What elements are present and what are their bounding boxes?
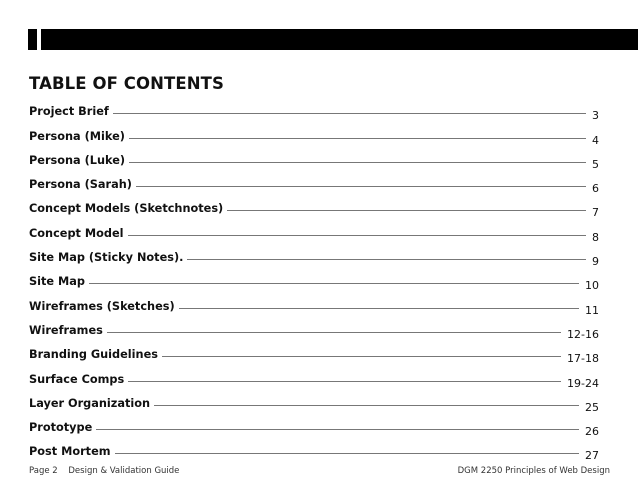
toc-list <box>29 100 599 464</box>
page-title: TABLE OF CONTENTS <box>29 74 225 93</box>
toc-leader-line <box>113 113 586 114</box>
toc-leader-line <box>162 356 561 357</box>
toc-entry-label: Prototype <box>29 421 93 435</box>
toc-entry-branding-guidelines[interactable] <box>29 343 599 367</box>
toc-entry-prototype[interactable] <box>29 416 599 440</box>
toc-entry-layer-organization[interactable] <box>29 392 599 416</box>
toc-entry-page: 5 <box>592 157 599 171</box>
toc-leader-line <box>89 283 579 284</box>
toc-entry-label: Persona (Mike) <box>29 129 125 143</box>
toc-entry-wireframes[interactable] <box>29 319 599 343</box>
toc-entry-project-brief[interactable] <box>29 100 599 124</box>
toc-leader-line <box>187 259 586 260</box>
toc-entry-label: Concept Models (Sketchnotes) <box>29 202 224 216</box>
toc-leader-line <box>128 381 561 382</box>
toc-entry-label: Wireframes (Sketches) <box>29 299 175 313</box>
toc-leader-line <box>129 162 586 163</box>
toc-entry-label: Wireframes <box>29 323 103 337</box>
toc-leader-line <box>136 186 586 187</box>
toc-entry-label: Post Mortem <box>29 445 111 459</box>
toc-entry-page: 4 <box>592 133 599 147</box>
toc-entry-wireframes-sketches[interactable] <box>29 294 599 318</box>
toc-entry-persona-sarah[interactable] <box>29 173 599 197</box>
toc-leader-line <box>154 405 579 406</box>
toc-entry-page: 10 <box>585 279 599 293</box>
footer-guide-title: Design & Validation Guide <box>68 466 180 476</box>
toc-entry-post-mortem[interactable] <box>29 440 599 464</box>
toc-entry-label: Site Map <box>29 275 85 289</box>
toc-entry-persona-mike[interactable] <box>29 124 599 148</box>
footer-page-number: Page 2 <box>29 466 58 476</box>
toc-entry-label: Concept Model <box>29 226 124 240</box>
toc-entry-page: 17-18 <box>567 352 599 366</box>
toc-entry-site-map-sticky-notes[interactable] <box>29 246 599 270</box>
toc-entry-label: Persona (Sarah) <box>29 178 132 192</box>
toc-entry-page: 7 <box>592 206 599 220</box>
toc-leader-line <box>107 332 561 333</box>
footer-course-title: DGM 2250 Principles of Web Design <box>457 466 610 476</box>
toc-entry-label: Site Map (Sticky Notes). <box>29 251 184 265</box>
toc-entry-surface-comps[interactable] <box>29 367 599 391</box>
toc-entry-page: 25 <box>585 400 599 414</box>
toc-entry-page: 11 <box>585 303 599 317</box>
toc-leader-line <box>179 308 579 309</box>
toc-entry-concept-models-sketchnotes[interactable] <box>29 197 599 221</box>
toc-entry-concept-model[interactable] <box>29 221 599 245</box>
toc-entry-label: Project Brief <box>29 105 109 119</box>
toc-leader-line <box>96 429 579 430</box>
toc-entry-page: 8 <box>592 230 599 244</box>
header-bar <box>28 29 638 50</box>
toc-entry-label: Layer Organization <box>29 396 151 410</box>
header-bar-notch <box>37 29 41 50</box>
toc-entry-label: Surface Comps <box>29 372 125 386</box>
toc-entry-site-map[interactable] <box>29 270 599 294</box>
toc-entry-label: Branding Guidelines <box>29 348 158 362</box>
footer-left <box>29 466 179 476</box>
toc-leader-line <box>227 210 586 211</box>
toc-entry-page: 9 <box>592 255 599 269</box>
toc-leader-line <box>128 235 587 236</box>
toc-leader-line <box>115 453 579 454</box>
toc-entry-label: Persona (Luke) <box>29 153 126 167</box>
toc-entry-page: 6 <box>592 182 599 196</box>
toc-entry-page: 19-24 <box>567 376 599 390</box>
toc-entry-page: 26 <box>585 425 599 439</box>
toc-entry-page: 3 <box>592 109 599 123</box>
toc-entry-persona-luke[interactable] <box>29 149 599 173</box>
toc-leader-line <box>129 138 586 139</box>
toc-entry-page: 27 <box>585 449 599 463</box>
toc-entry-page: 12-16 <box>567 327 599 341</box>
